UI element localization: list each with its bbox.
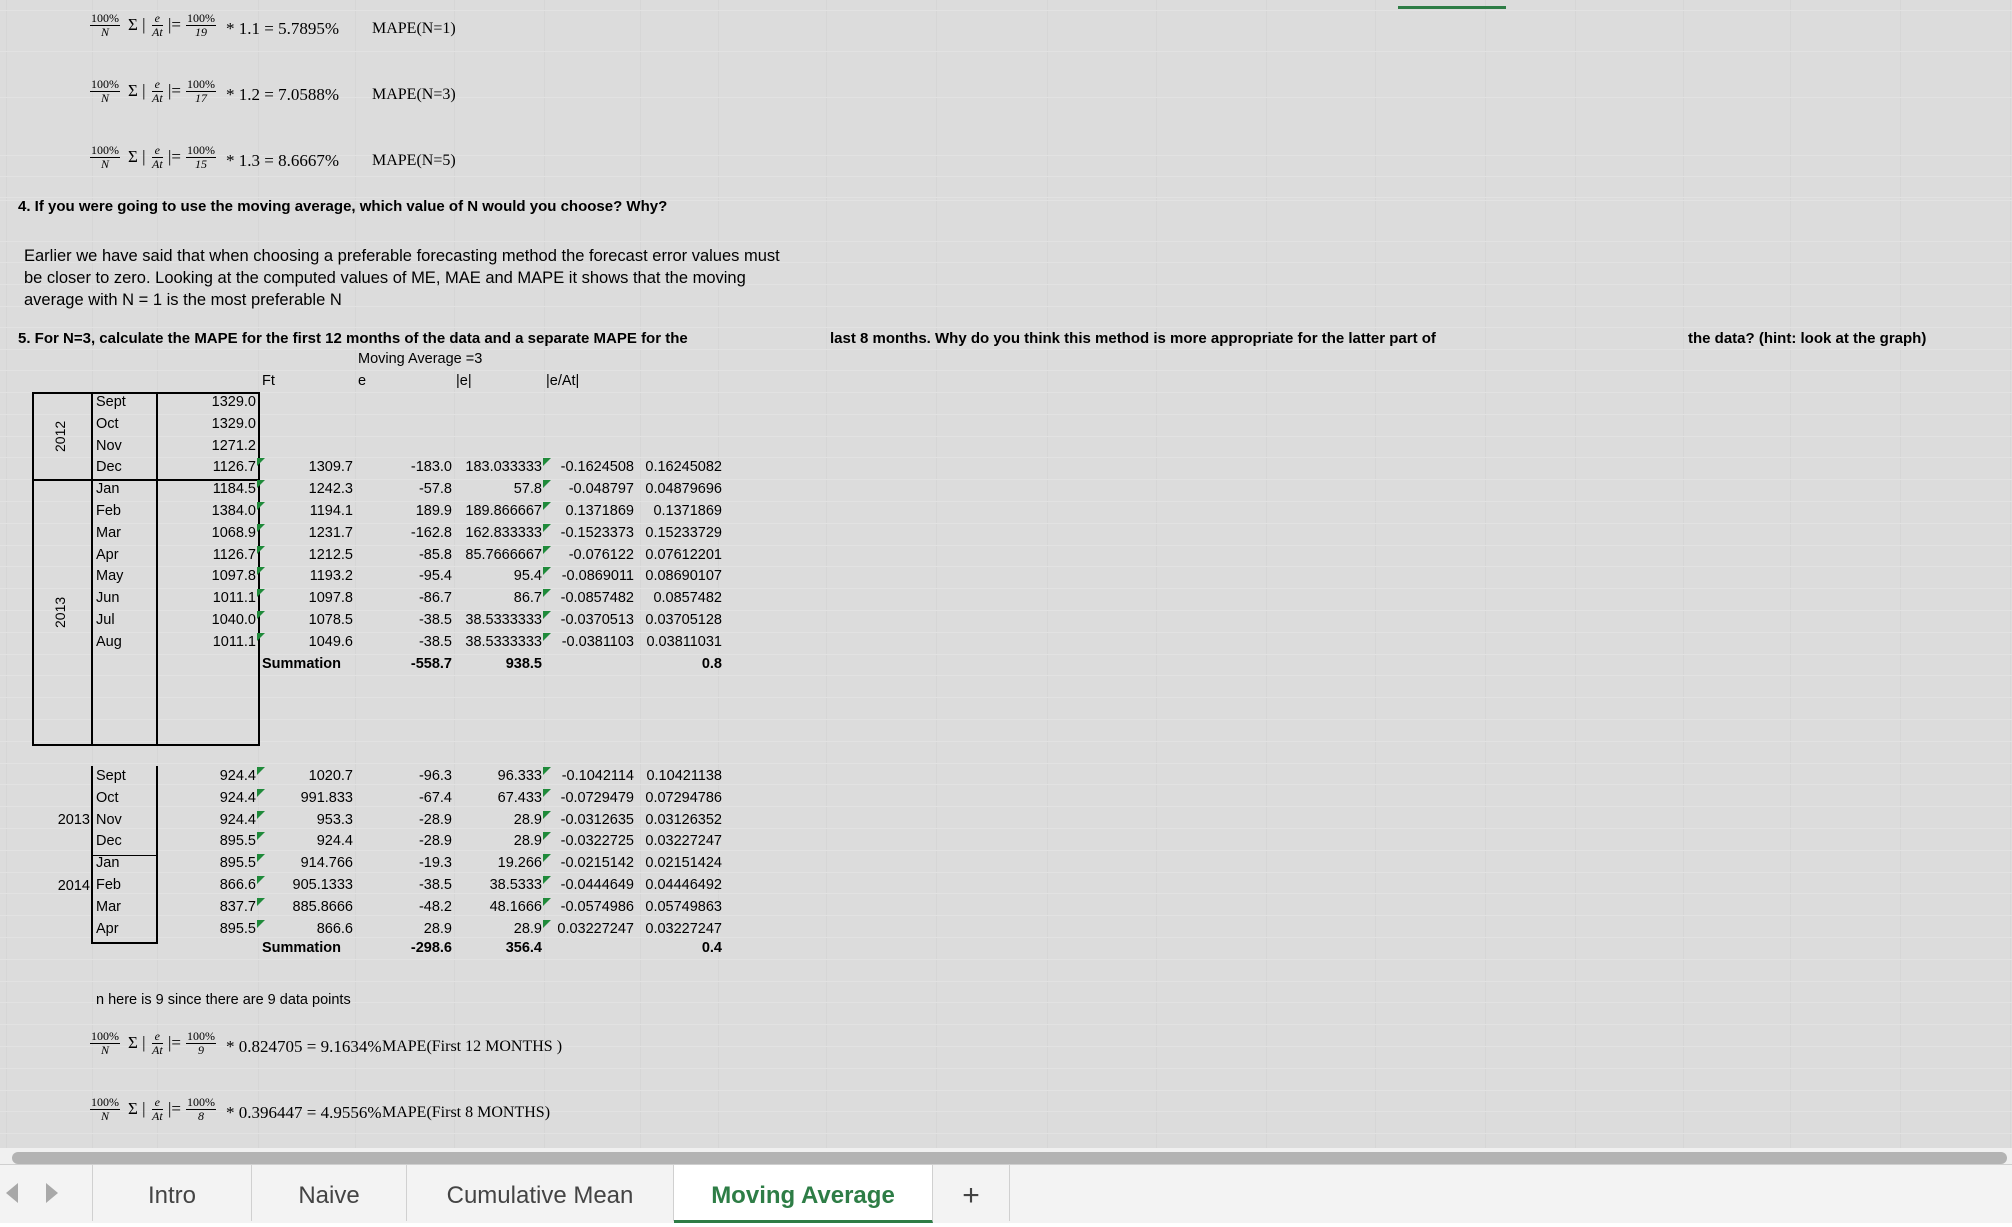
abs-ratio-cell: 0.03811031 [646, 633, 722, 650]
header-abs-e: |e| [456, 373, 472, 389]
ratio-cell: 0.1371869 [565, 503, 634, 519]
forecast-cell: 1020.7 [308, 768, 353, 784]
month-cell: Feb [96, 877, 121, 893]
next-sheet-icon[interactable] [46, 1183, 58, 1203]
table1-title: Moving Average =3 [358, 351, 483, 367]
prev-sheet-icon[interactable] [6, 1183, 18, 1203]
abs-close-equals: |= [168, 1099, 181, 1118]
abs-error-cell: 57.8 [513, 481, 542, 498]
actual-value-cell: 1329.0 [211, 415, 256, 432]
formula-label: MAPE(First 12 MONTHS ) [382, 1038, 563, 1055]
actual-value-cell: 1068.9 [211, 524, 256, 541]
month-cell: Feb [96, 503, 121, 519]
ratio-cell: -0.048797 [568, 481, 634, 498]
abs-error-cell: 28.9 [513, 920, 542, 937]
forecast-cell: 924.4 [316, 833, 353, 850]
mape-formula [90, 1028, 730, 1068]
abs-error-cell: 67.433 [497, 789, 542, 806]
summation-e: -558.7 [410, 656, 452, 672]
summation-abs-ratio: 0.4 [701, 940, 722, 956]
answer-line-1: Earlier we have said that when choosing a preferable forecasting method the forecast error values must [24, 247, 780, 265]
error-cell: -38.5 [418, 633, 452, 650]
ratio-cell: -0.1624508 [560, 459, 634, 476]
column-gridline [1683, 0, 1684, 1148]
month-cell: Mar [96, 524, 121, 541]
month-cell: Dec [96, 833, 122, 850]
fraction-100-over-count: $\frac{100\%}{8}$ [187, 1095, 215, 1123]
month-cell: Jan [96, 481, 120, 498]
abs-error-cell: 183.033333 [465, 459, 542, 476]
abs-close-equals: |= [168, 147, 181, 166]
actual-value-cell: 1011.1 [212, 590, 256, 607]
fraction-100-over-n: $\frac{100\%}{N}$ [91, 11, 119, 39]
abs-error-cell: 95.4 [513, 568, 542, 585]
year-2013-label: 2013 [57, 812, 90, 828]
month-cell: Jun [96, 590, 120, 607]
abs-error-cell: 38.5333 [489, 877, 542, 893]
tab-moving-average[interactable]: Moving Average [674, 1165, 933, 1223]
month-cell: Apr [96, 920, 119, 937]
formula-label: MAPE(N=3) [372, 86, 456, 103]
error-cell: -19.3 [418, 855, 452, 872]
abs-ratio-cell: 0.03227247 [645, 833, 722, 850]
forecast-cell: 866.6 [316, 920, 353, 937]
column-gridline [2010, 0, 2011, 1148]
actual-value-cell: 1097.8 [211, 568, 256, 585]
row-gridline [0, 719, 2012, 720]
row-gridline [0, 370, 2012, 371]
year-2012-label: 2012 [52, 420, 68, 452]
fraction-e-over-at: $\frac{e}{At}$ [152, 11, 163, 39]
abs-close-equals: |= [168, 15, 181, 34]
abs-error-cell: 162.833333 [465, 524, 542, 541]
error-cell: -38.5 [418, 612, 452, 628]
abs-error-cell: 48.1666 [489, 898, 542, 915]
abs-close-equals: |= [168, 81, 181, 100]
forecast-cell: 1212.5 [308, 546, 353, 563]
ratio-cell: -0.0381103 [561, 633, 634, 650]
ratio-cell: -0.0312635 [560, 811, 634, 828]
row-gridline [0, 349, 2012, 350]
actual-value-cell: 1126.7 [212, 459, 256, 476]
year-2014-label: 2014 [57, 878, 90, 894]
month-cell: Jul [96, 612, 115, 628]
ratio-cell: -0.0444649 [560, 877, 634, 893]
error-cell: -28.9 [418, 811, 452, 828]
actual-value-cell: 1271.2 [211, 437, 256, 454]
actual-value-cell: 895.5 [219, 920, 256, 937]
row-gridline [0, 981, 2012, 982]
row-gridline [0, 675, 2012, 676]
summation-e: -298.6 [410, 940, 452, 956]
error-cell: -162.8 [410, 524, 452, 541]
abs-ratio-cell: 0.05749863 [645, 898, 722, 915]
forecast-cell: 953.3 [316, 811, 353, 828]
month-cell: Sept [96, 768, 126, 784]
sigma-symbol: Σ | [128, 81, 146, 100]
actual-value-cell: 1329.0 [211, 394, 256, 410]
month-cell: Apr [96, 546, 119, 563]
tab-naive[interactable]: Naive [252, 1165, 407, 1221]
table2-bottom-border [91, 942, 158, 944]
ratio-cell: -0.0370513 [560, 612, 634, 628]
month-cell: Sept [96, 394, 126, 410]
ratio-cell: -0.0574986 [560, 898, 634, 915]
ratio-cell: -0.0857482 [560, 590, 634, 607]
ratio-cell: -0.1042114 [561, 768, 634, 784]
abs-ratio-cell: 0.10421138 [646, 768, 722, 784]
actual-value-cell: 924.4 [219, 789, 256, 806]
fraction-100-over-count: $\frac{100\%}{15}$ [187, 143, 215, 171]
row-gridline [0, 741, 2012, 742]
forecast-cell: 1194.1 [309, 503, 353, 519]
forecast-cell: 1078.5 [308, 612, 353, 628]
error-cell: 189.9 [415, 503, 452, 519]
actual-value-cell: 895.5 [219, 833, 256, 850]
actual-value-cell: 924.4 [219, 768, 256, 784]
question-5-part-1: 5. For N=3, calculate the MAPE for the first 12 months of the data and a separate MAPE for the [18, 330, 688, 347]
forecast-cell: 905.1333 [292, 877, 353, 893]
sigma-symbol: Σ | [128, 15, 146, 34]
column-gridline [1047, 0, 1048, 1148]
month-cell: Dec [96, 459, 122, 476]
sigma-symbol: Σ | [128, 1099, 146, 1118]
error-cell: -95.4 [418, 568, 452, 585]
fraction-e-over-at: $\frac{e}{At}$ [152, 1095, 163, 1123]
month-cell: Nov [96, 437, 122, 454]
abs-ratio-cell: 0.03227247 [645, 920, 722, 937]
fraction-100-over-count: $\frac{100\%}{9}$ [187, 1029, 215, 1057]
error-cell: -38.5 [418, 877, 452, 893]
row-gridline [0, 1090, 2012, 1091]
sigma-symbol: Σ | [128, 147, 146, 166]
error-cell: -96.3 [418, 768, 452, 784]
abs-ratio-cell: 0.04879696 [645, 481, 722, 498]
abs-ratio-cell: 0.07294786 [645, 789, 722, 806]
selected-cell-indicator [1398, 6, 1506, 9]
actual-value-cell: 924.4 [219, 811, 256, 828]
abs-ratio-cell: 0.03705128 [645, 612, 722, 628]
error-cell: -67.4 [418, 789, 452, 806]
error-cell: -28.9 [418, 833, 452, 850]
row-gridline [0, 51, 2012, 52]
summation-label: Summation [262, 656, 341, 672]
formula-result: * 1.2 = 7.0588% [226, 85, 339, 104]
forecast-cell: 1242.3 [308, 481, 353, 498]
add-sheet-button[interactable]: + [933, 1165, 1010, 1221]
forecast-cell: 1309.7 [308, 459, 353, 476]
forecast-cell: 1049.6 [308, 633, 353, 650]
ratio-cell: -0.0869011 [561, 568, 634, 585]
actual-value-cell: 837.7 [219, 898, 256, 915]
abs-ratio-cell: 0.08690107 [645, 568, 722, 585]
mape-formula [90, 76, 730, 116]
row-gridline [0, 436, 2012, 437]
fraction-100-over-n: $\frac{100\%}{N}$ [91, 1095, 119, 1123]
forecast-cell: 1097.8 [308, 590, 353, 607]
column-gridline [1575, 0, 1576, 1148]
column-gridline [1790, 0, 1791, 1148]
month-cell: Oct [96, 415, 119, 432]
formula-label: MAPE(N=5) [372, 152, 456, 169]
ratio-cell: -0.0215142 [560, 855, 634, 872]
error-cell: -183.0 [410, 459, 452, 476]
summation-label: Summation [262, 940, 341, 956]
column-gridline [1900, 0, 1901, 1148]
abs-ratio-cell: 0.1371869 [653, 503, 722, 519]
forecast-cell: 885.8666 [292, 898, 353, 915]
abs-error-cell: 86.7 [513, 590, 542, 607]
error-cell: -57.8 [418, 481, 452, 498]
fraction-e-over-at: $\frac{e}{At}$ [152, 77, 163, 105]
abs-ratio-cell: 0.04446492 [645, 877, 722, 893]
forecast-cell: 1193.2 [309, 568, 353, 585]
error-cell: -48.2 [418, 898, 452, 915]
actual-value-cell: 1384.0 [211, 503, 256, 519]
fraction-e-over-at: $\frac{e}{At}$ [152, 143, 163, 171]
fraction-100-over-n: $\frac{100\%}{N}$ [91, 77, 119, 105]
abs-error-cell: 38.5333333 [465, 633, 542, 650]
ratio-cell: 0.03227247 [557, 920, 634, 937]
abs-error-cell: 38.5333333 [465, 612, 542, 628]
summation-abs-e: 938.5 [505, 656, 542, 672]
abs-ratio-cell: 0.15233729 [645, 524, 722, 541]
actual-value-cell: 1040.0 [211, 612, 256, 628]
header-e: e [358, 373, 367, 389]
actual-value-cell: 1011.1 [212, 633, 256, 650]
error-cell: 28.9 [423, 920, 452, 937]
column-gridline [1156, 0, 1157, 1148]
abs-ratio-cell: 0.0857482 [653, 590, 722, 607]
abs-error-cell: 28.9 [513, 811, 542, 828]
table1-divider-1 [91, 392, 93, 744]
row-gridline [0, 414, 2012, 415]
formula-result: * 1.3 = 8.6667% [226, 151, 339, 170]
fraction-100-over-count: $\frac{100\%}{17}$ [187, 77, 215, 105]
horizontal-scrollbar[interactable] [0, 1148, 2012, 1164]
month-cell: Nov [96, 811, 122, 828]
column-gridline [936, 0, 937, 1148]
question-5-part-3: the data? (hint: look at the graph) [1688, 330, 1927, 347]
abs-error-cell: 19.266 [497, 855, 542, 872]
formula-result: * 0.396447 = 4.9556% [226, 1103, 382, 1122]
ratio-cell: -0.076122 [568, 546, 634, 563]
formula-result: * 0.824705 = 9.1634% [226, 1037, 382, 1056]
row-gridline [0, 1068, 2012, 1069]
error-cell: -85.8 [418, 546, 452, 563]
column-gridline [1485, 0, 1486, 1148]
summation-abs-e: 356.4 [505, 940, 542, 956]
formula-label: MAPE(N=1) [372, 20, 456, 37]
column-gridline [6, 0, 7, 1148]
ratio-cell: -0.1523373 [560, 524, 634, 541]
scrollbar-thumb[interactable] [12, 1152, 2007, 1164]
sheet-tab-bar [0, 1164, 2012, 1223]
actual-value-cell: 1126.7 [212, 546, 256, 563]
row-gridline [0, 763, 2012, 764]
forecast-cell: 991.833 [300, 789, 353, 806]
row-gridline [0, 1024, 2012, 1025]
row-gridline [0, 241, 2012, 242]
forecast-cell: 914.766 [300, 855, 353, 872]
fraction-100-over-n: $\frac{100\%}{N}$ [91, 1029, 119, 1057]
row-gridline [0, 392, 2012, 393]
month-cell: May [96, 568, 124, 585]
abs-ratio-cell: 0.02151424 [645, 855, 722, 872]
mape-formula [90, 10, 730, 50]
actual-value-cell: 1184.5 [212, 481, 256, 498]
summation-abs-ratio: 0.8 [701, 656, 722, 672]
mape-formula [90, 1094, 730, 1134]
month-cell: Aug [96, 633, 122, 650]
formula-label: MAPE(First 8 MONTHS) [382, 1104, 551, 1121]
ratio-cell: -0.0322725 [560, 833, 634, 850]
abs-error-cell: 85.7666667 [465, 546, 542, 563]
month-cell: Mar [96, 898, 121, 915]
month-cell: Jan [96, 855, 120, 872]
abs-ratio-cell: 0.03126352 [645, 811, 722, 828]
column-gridline [826, 0, 827, 1148]
abs-ratio-cell: 0.07612201 [645, 546, 722, 563]
row-gridline [0, 697, 2012, 698]
abs-error-cell: 28.9 [513, 833, 542, 850]
row-gridline [0, 959, 2012, 960]
question-5-part-2: last 8 months. Why do you think this method is more appropriate for the latter part of [830, 330, 1436, 347]
answer-line-2: be closer to zero. Looking at the computed values of ME, MAE and MAPE it shows that the moving [24, 269, 746, 287]
fraction-100-over-n: $\frac{100\%}{N}$ [91, 143, 119, 171]
formula-result: * 1.1 = 5.7895% [226, 19, 339, 38]
abs-error-cell: 96.333 [497, 768, 542, 784]
tab-cumulative-mean[interactable]: Cumulative Mean [407, 1165, 674, 1221]
actual-value-cell: 895.5 [219, 855, 256, 872]
month-cell: Oct [96, 789, 119, 806]
actual-value-cell: 866.6 [219, 877, 256, 893]
answer-line-3: average with N = 1 is the most preferable N [24, 291, 342, 309]
abs-ratio-cell: 0.16245082 [645, 459, 722, 476]
abs-close-equals: |= [168, 1033, 181, 1052]
mape-formula [90, 142, 730, 182]
sigma-symbol: Σ | [128, 1033, 146, 1052]
ratio-cell: -0.0729479 [560, 789, 634, 806]
year-2013-label: 2013 [52, 596, 68, 628]
header-ft: Ft [262, 373, 275, 389]
forecast-cell: 1231.7 [308, 524, 353, 541]
abs-error-cell: 189.866667 [465, 503, 542, 519]
fraction-100-over-count: $\frac{100\%}{19}$ [187, 11, 215, 39]
column-gridline [1266, 0, 1267, 1148]
question-4: 4. If you were going to use the moving average, which value of N would you choose? Why? [18, 198, 668, 215]
tab-intro[interactable]: Intro [93, 1165, 252, 1221]
note-text: n here is 9 since there are 9 data points [96, 992, 351, 1008]
error-cell: -86.7 [418, 590, 452, 607]
column-gridline [1375, 0, 1376, 1148]
header-e-at: |e/At| [546, 373, 580, 389]
table1-ft-border [258, 656, 260, 744]
fraction-e-over-at: $\frac{e}{At}$ [152, 1029, 163, 1057]
